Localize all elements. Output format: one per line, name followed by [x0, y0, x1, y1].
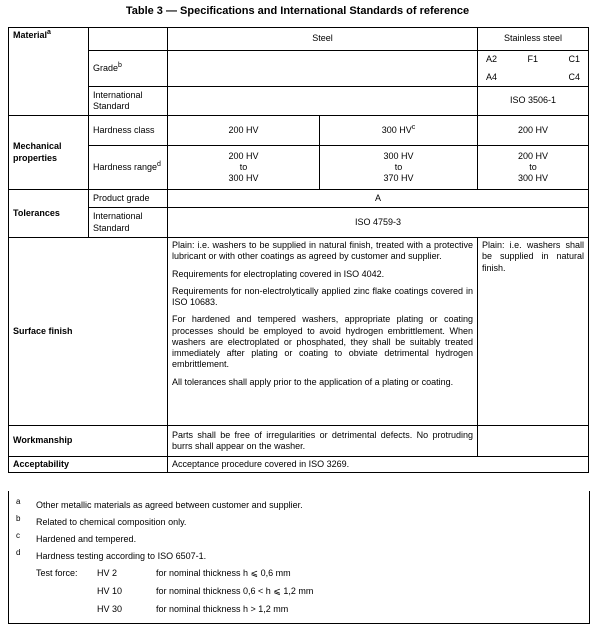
footnote-mark: d: [16, 548, 21, 557]
mechanical-label: Mechanical properties: [9, 116, 89, 190]
stainless-grades-cell: A2 F1 C1 A4 C4: [478, 51, 589, 87]
test-force-desc: for nominal thickness 0,6 < h ⩽ 1,2 mm: [156, 586, 314, 596]
footnote-text: Other metallic materials as agreed between customer and supplier.: [36, 500, 303, 510]
footnote-mark: a: [16, 497, 21, 506]
steel-standard-cell: [168, 87, 478, 116]
stainless-header: Stainless steel: [478, 28, 589, 51]
test-force-hv: HV 2: [97, 568, 118, 578]
surface-paragraph: Requirements for electroplating covered in ISO 4042.: [172, 268, 385, 279]
hardness-range-value: 200 HV to 300 HV: [478, 146, 589, 190]
material-intl-standard-label: International Standard: [89, 87, 168, 116]
footnote-text: Hardened and tempered.: [36, 534, 137, 544]
steel-header: Steel: [168, 28, 478, 51]
acceptability-label: Acceptability: [9, 457, 168, 473]
footnote-mark: b: [16, 514, 21, 523]
hardness-class-value: 200 HV: [168, 116, 320, 146]
product-grade-value: A: [168, 190, 589, 208]
workmanship-label: Workmanship: [9, 426, 168, 457]
surface-paragraph: Plain: i.e. washers to be supplied in natural finish, treated with a protective lubricant or with other coatings as agreed by customer and supplier.: [172, 240, 474, 262]
tolerances-standard-value: ISO 4759-3: [168, 208, 589, 238]
test-force-hv: HV 30: [97, 604, 123, 614]
specifications-table: [8, 27, 589, 473]
empty-cell: [89, 28, 168, 51]
hardness-class-value: 200 HV: [478, 116, 589, 146]
test-force-desc: for nominal thickness h > 1,2 mm: [156, 604, 289, 614]
hardness-range-value: 200 HV to 300 HV: [168, 146, 320, 190]
footnotes: [8, 491, 590, 624]
footnote-mark: c: [16, 531, 20, 540]
stainless-standard-value: ISO 3506-1: [478, 87, 589, 116]
surface-paragraph: For hardened and tempered washers, appropriate plating or coating processes should be employed to avoid hydrogen embrittlement. When washers are electroplated or phosphated, they shall be suitably treated immediately after plating or coating to obviate detrimental hydrogen embrittlement.: [172, 314, 474, 370]
material-label-cell: Material$^a$: [9, 28, 89, 116]
surface-stainless-cell: Plain: i.e. washers shall be supplied in natural finish.: [478, 238, 589, 426]
surface-paragraph: All tolerances shall apply prior to the application of a plating or coating.: [172, 376, 454, 387]
tolerances-label: Tolerances: [9, 190, 89, 238]
tolerances-intl-standard-label: International Standard: [89, 208, 168, 238]
grade-label: Grade$^b$: [89, 51, 168, 87]
surface-finish-label: Surface finish: [9, 238, 168, 426]
steel-grade-cell: [168, 51, 478, 87]
test-force-label: Test force:: [36, 568, 78, 578]
surface-steel-cell: [168, 238, 478, 426]
hardness-range-label: Hardness range$^d$: [89, 146, 168, 190]
acceptability-text: Acceptance procedure covered in ISO 3269.: [168, 457, 589, 473]
hardness-range-value: 300 HV to 370 HV: [320, 146, 478, 190]
hardness-class-label: Hardness class: [89, 116, 168, 146]
table-title: Table 3 — Specifications and International Standards of reference: [125, 5, 470, 17]
hardness-class-value: 300 $HV^c$: [320, 116, 478, 146]
surface-paragraph: Requirements for non-electrolytically applied zinc flake coatings covered in ISO 10683.: [172, 285, 474, 307]
test-force-hv: HV 10: [97, 586, 123, 596]
product-grade-label: Product grade: [89, 190, 168, 208]
workmanship-text: Parts shall be free of irregularities or detrimental defects. No protruding burrs shall appear on the washer.: [168, 426, 478, 457]
footnote-text: Related to chemical composition only.: [36, 517, 187, 527]
empty-cell: [478, 426, 589, 457]
footnote-text: Hardness testing according to ISO 6507-1.: [36, 551, 207, 561]
test-force-desc: for nominal thickness h ⩽ 0,6 mm: [156, 568, 291, 578]
